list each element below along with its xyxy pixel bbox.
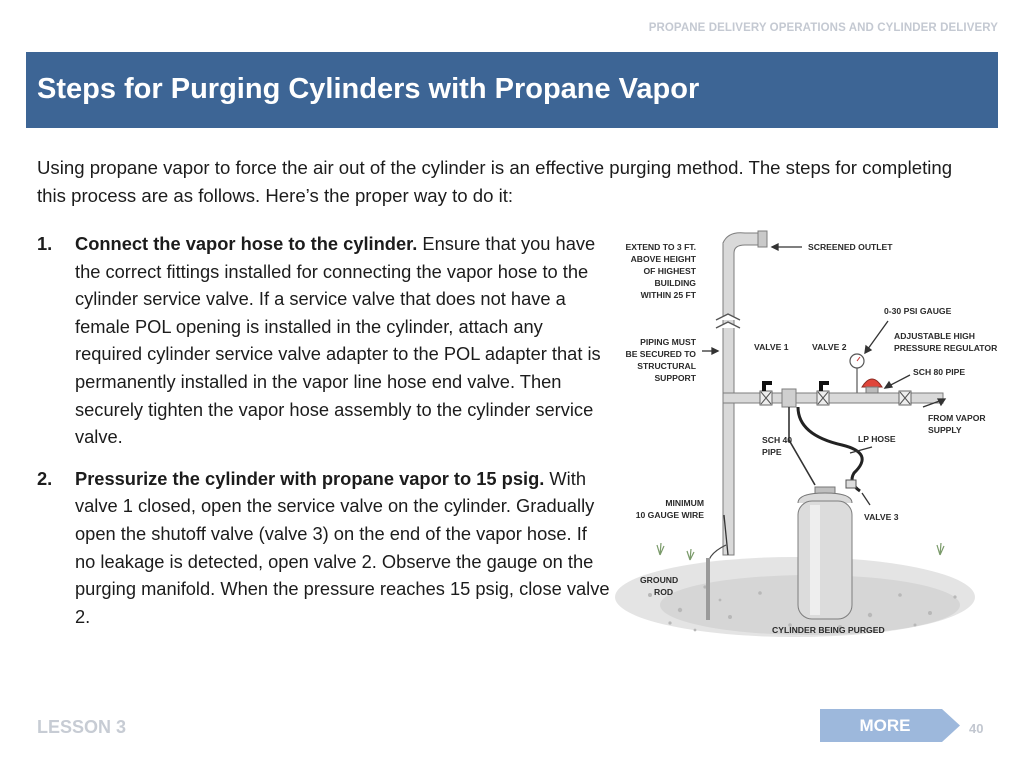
page-number: 40 bbox=[969, 721, 984, 736]
label-lp-hose: LP HOSE bbox=[858, 434, 896, 444]
step-1 bbox=[37, 230, 612, 451]
label-ground-rod-2: ROD bbox=[654, 587, 674, 597]
section-header: PROPANE DELIVERY OPERATIONS AND CYLINDER DELIVERY bbox=[648, 22, 998, 34]
title-bar bbox=[26, 52, 998, 128]
label-from-vapor-1: FROM VAPOR bbox=[928, 413, 986, 423]
label-extend-3: OF HIGHEST bbox=[643, 266, 696, 276]
label-piping-4: SUPPORT bbox=[654, 373, 696, 383]
intro-paragraph: Using propane vapor to force the air out of the cylinder is an effective purging method. The steps for completing this process are as follows. Here’s the proper way to do it: bbox=[37, 157, 953, 206]
label-extend-1: EXTEND TO 3 FT. bbox=[625, 242, 696, 252]
label-valve-2: VALVE 2 bbox=[812, 342, 847, 352]
label-extend-5: WITHIN 25 FT bbox=[640, 290, 696, 300]
purging-diagram bbox=[610, 225, 1000, 655]
step-text: With valve 1 closed, open the service valve on the cylinder. Gradually open the shutoff valve (valve 3) on the end of the vapor hose. If no leakage is detected, open valve 2. Observe the gauge on the purging manifold. When the pressure reaches 15 psig, close valve 2. bbox=[75, 467, 610, 627]
label-screened-outlet: SCREENED OUTLET bbox=[808, 242, 893, 252]
manifold-pipe bbox=[723, 354, 943, 407]
label-piping-3: STRUCTURAL bbox=[637, 361, 696, 371]
valve-3 bbox=[846, 480, 856, 488]
label-regulator-1: ADJUSTABLE HIGH bbox=[894, 331, 976, 341]
drop-pipe bbox=[789, 407, 815, 485]
slide-title: Steps for Purging Cylinders with Propane Vapor bbox=[37, 73, 700, 105]
label-from-vapor-2: SUPPLY bbox=[928, 425, 962, 435]
step-text: Ensure that you have the correct fittings installed for connecting the vapor hose to the cylinder service valve. If a service valve that does not have a female POL opening is installed in the cylinder, attach any required cylinder service valve adapter to the POL adapter that is permanently installed in the vapor line hose end valve. Then securely tighten the vapor hose assembly to the cylinder service valve. bbox=[75, 233, 601, 448]
lp-hose bbox=[798, 407, 862, 491]
label-minimum-2: 10 GAUGE WIRE bbox=[635, 510, 704, 520]
more-button-label: MORE bbox=[859, 716, 911, 735]
label-psi-gauge: 0-30 PSI GAUGE bbox=[884, 306, 952, 316]
label-extend-4: BUILDING bbox=[654, 278, 696, 288]
label-piping-2: BE SECURED TO bbox=[625, 349, 696, 359]
ground-rod bbox=[706, 558, 710, 620]
label-sch40-2: PIPE bbox=[762, 447, 782, 457]
label-ground-rod-1: GROUND bbox=[640, 575, 679, 585]
label-minimum-1: MINIMUM bbox=[665, 498, 704, 508]
lesson-label: LESSON 3 bbox=[37, 717, 127, 737]
label-sch40-1: SCH 40 bbox=[762, 435, 793, 445]
step-number: 1. bbox=[37, 233, 53, 254]
label-piping-1: PIPING MUST bbox=[640, 337, 696, 347]
steps-list bbox=[37, 230, 612, 630]
step-2 bbox=[37, 465, 612, 631]
more-button[interactable] bbox=[820, 709, 960, 742]
label-regulator-2: PRESSURE REGULATOR bbox=[894, 343, 998, 353]
step-lead: Connect the vapor hose to the cylinder. bbox=[75, 233, 418, 254]
label-extend-2: ABOVE HEIGHT bbox=[630, 254, 696, 264]
step-number: 2. bbox=[37, 467, 53, 489]
label-sch80: SCH 80 PIPE bbox=[913, 367, 966, 377]
label-valve-1: VALVE 1 bbox=[754, 342, 789, 352]
step-lead: Pressurize the cylinder with propane vapor to 15 psig. bbox=[75, 467, 545, 489]
label-cylinder: CYLINDER BEING PURGED bbox=[772, 625, 885, 635]
cylinder bbox=[798, 487, 852, 619]
label-valve-3: VALVE 3 bbox=[864, 512, 899, 522]
